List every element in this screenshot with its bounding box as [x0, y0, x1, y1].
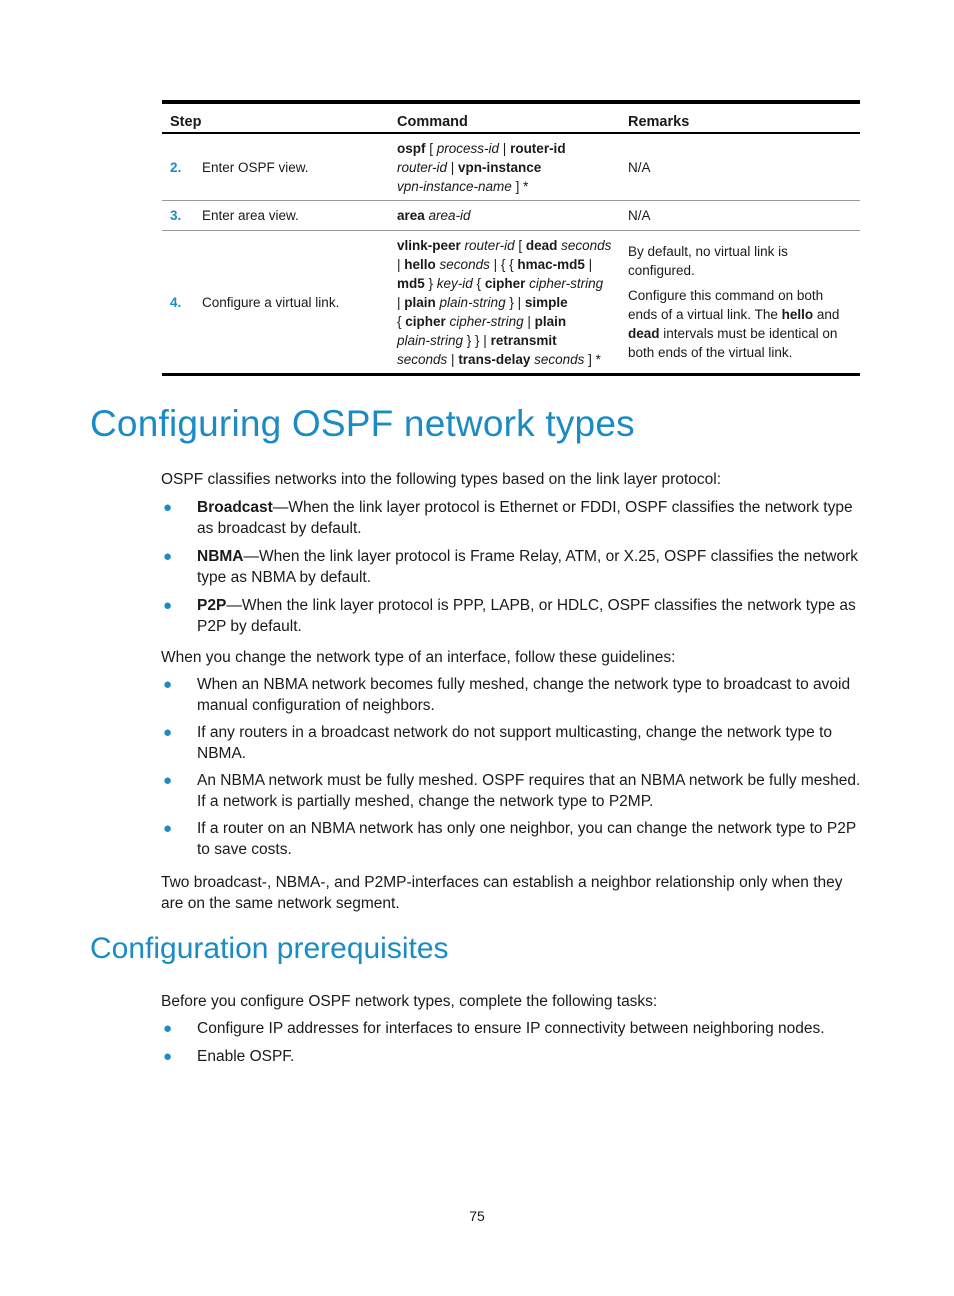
bullet-icon: ●: [163, 772, 173, 789]
bullet-icon: ●: [163, 499, 173, 516]
remark-default: By default, no virtual link is configured.: [628, 244, 788, 278]
command-argument: cipher-string: [529, 275, 604, 291]
page-number: 75: [469, 1208, 485, 1224]
command-keyword: retransmit: [490, 332, 557, 348]
term: Broadcast: [197, 499, 273, 516]
header-step: Step: [162, 102, 389, 133]
bullet-icon: ●: [163, 820, 173, 837]
guidelines-intro: When you change the network type of an interface, follow these guidelines:: [161, 649, 676, 666]
guideline-text: When an NBMA network becomes fully meshed, change the network type to broadcast to avoid manual configuration of neighbors.: [197, 676, 851, 714]
command-argument: area-id: [428, 208, 471, 223]
remark-cell: N/A: [620, 201, 860, 231]
command-cell: [389, 133, 620, 201]
command-syntax: |: [447, 159, 459, 175]
prereq-intro: Before you configure OSPF network types, complete the following tasks:: [161, 993, 658, 1010]
term: NBMA: [197, 548, 244, 565]
step-number: 4.: [170, 294, 182, 310]
list-item: [161, 674, 863, 716]
command-syntax: {: [397, 313, 406, 329]
command-syntax: | { {: [489, 256, 518, 272]
command-keyword: ospf: [397, 140, 426, 156]
header-remarks: Remarks: [620, 102, 860, 133]
command-keyword: simple: [524, 294, 568, 310]
task-text: Configure IP addresses for interfaces to ensure IP connectivity between neighboring nodes.: [197, 1020, 825, 1037]
command-keyword: cipher: [484, 275, 526, 291]
command-syntax: |: [397, 294, 405, 310]
command-argument: cipher-string: [449, 313, 524, 329]
command-keyword: vpn-instance: [458, 159, 542, 175]
command-syntax: |: [397, 256, 405, 272]
list-item: [161, 497, 863, 539]
command-syntax: {: [472, 275, 485, 291]
command-argument: plain-string: [439, 294, 506, 310]
command-syntax: ] *: [584, 351, 601, 367]
command-keyword: cipher: [405, 313, 446, 329]
command-keyword: area: [397, 208, 425, 223]
command-syntax: } |: [505, 294, 525, 310]
remark-cell: [620, 231, 860, 375]
bullet-icon: ●: [163, 1020, 173, 1037]
command-syntax: |: [447, 351, 459, 367]
definition: —When the link layer protocol is Ethernet or FDDI, OSPF classifies the network type as broadcast by default.: [197, 499, 853, 537]
step-number: 3.: [170, 208, 182, 223]
definition: —When the link layer protocol is Frame Relay, ATM, or X.25, OSPF classifies the network type as NBMA by default.: [197, 548, 858, 586]
table-row: [162, 231, 860, 375]
command-syntax: }: [424, 275, 437, 291]
command-syntax: [: [425, 140, 437, 156]
command-keyword: plain: [404, 294, 436, 310]
step-number: 2.: [170, 159, 182, 175]
command-argument: process-id: [436, 140, 500, 156]
command-argument: seconds: [534, 351, 585, 367]
header-command: Command: [389, 102, 620, 133]
remark-text: intervals must be identical on both ends of the virtual link.: [628, 326, 838, 360]
remark-keyword: dead: [628, 326, 660, 341]
command-keyword: md5: [397, 275, 425, 291]
remark-keyword: hello: [781, 307, 814, 322]
command-argument: seconds: [439, 256, 490, 272]
list-item: [161, 546, 863, 588]
command-cell: [389, 201, 620, 231]
command-syntax: ] *: [511, 178, 529, 194]
list-item: [161, 818, 863, 860]
command-argument: router-id: [397, 159, 448, 175]
remark-text: Configure this command on both ends of a virtual link. The: [628, 288, 824, 322]
command-syntax: |: [584, 256, 593, 272]
command-syntax: |: [523, 313, 535, 329]
command-keyword: dead: [525, 237, 558, 253]
command-syntax: |: [499, 140, 511, 156]
subsection-heading: Configuration prerequisites: [90, 932, 449, 965]
bullet-icon: ●: [163, 1048, 173, 1065]
remark-cell: N/A: [620, 133, 860, 201]
command-keyword: hello: [404, 256, 436, 272]
remark-text: and: [813, 307, 840, 322]
command-argument: vpn-instance-name: [397, 178, 512, 194]
command-syntax: [: [514, 237, 526, 253]
list-item: [161, 770, 863, 812]
closing-paragraph: Two broadcast-, NBMA-, and P2MP-interfaces can establish a neighbor relationship only when they are on the same network segment.: [161, 874, 843, 912]
step-text: Configure a virtual link.: [202, 294, 340, 310]
step-cell: [162, 231, 389, 375]
list-item: [161, 1046, 863, 1067]
command-cell: [389, 231, 620, 375]
intro-paragraph: OSPF classifies networks into the following types based on the link layer protocol:: [161, 471, 721, 488]
table-header-row: [162, 102, 860, 133]
guideline-text: An NBMA network must be fully meshed. OSPF requires that an NBMA network be fully meshed. If a network is partially meshed, change the network type to P2MP.: [197, 772, 861, 810]
command-keyword: plain: [534, 313, 567, 329]
step-text: Enter OSPF view.: [202, 159, 309, 175]
table-row: [162, 133, 860, 201]
bullet-icon: ●: [163, 597, 173, 614]
list-item: [161, 722, 863, 764]
remark-note: [628, 286, 852, 362]
list-item: [161, 595, 863, 637]
command-keyword: vlink-peer: [397, 237, 461, 253]
command-syntax: } } |: [463, 332, 491, 348]
step-cell: [162, 201, 389, 231]
command-keyword: router-id: [510, 140, 566, 156]
guideline-text: If a router on an NBMA network has only one neighbor, you can change the network type to P2P to save costs.: [197, 820, 856, 858]
command-argument: key-id: [436, 275, 473, 291]
step-text: Enter area view.: [202, 208, 299, 223]
list-item: [161, 1018, 863, 1039]
command-keyword: hmac-md5: [517, 256, 585, 272]
definition: —When the link layer protocol is PPP, LAPB, or HDLC, OSPF classifies the network type as P2P by default.: [197, 597, 856, 635]
section-heading: Configuring OSPF network types: [90, 403, 635, 444]
command-argument: seconds: [397, 351, 448, 367]
bullet-icon: ●: [163, 548, 173, 565]
command-argument: router-id: [464, 237, 515, 253]
bullet-icon: ●: [163, 676, 173, 693]
bullet-icon: ●: [163, 724, 173, 741]
term: P2P: [197, 597, 227, 614]
table-row: [162, 201, 860, 231]
guidelines-list: [161, 674, 863, 860]
guideline-text: If any routers in a broadcast network do not support multicasting, change the network type to NBMA.: [197, 724, 832, 762]
command-argument: plain-string: [397, 332, 464, 348]
network-types-list: [161, 497, 863, 637]
command-argument: seconds: [561, 237, 612, 253]
command-table: [162, 100, 860, 376]
task-text: Enable OSPF.: [197, 1048, 295, 1065]
step-cell: [162, 133, 389, 201]
prereq-list: [161, 1018, 863, 1067]
command-keyword: trans-delay: [458, 351, 531, 367]
